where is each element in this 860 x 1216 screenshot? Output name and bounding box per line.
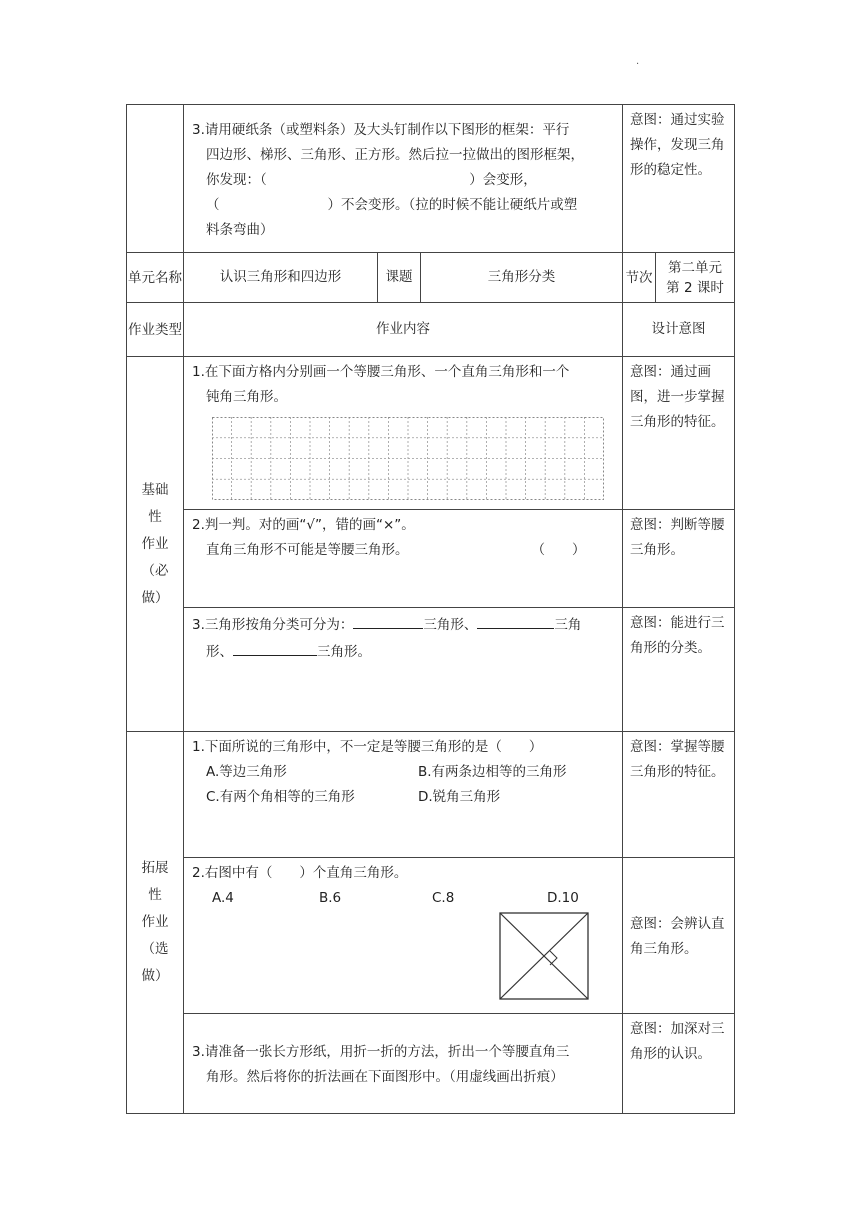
intent-text: 意图：判断等腰三角形。 (630, 517, 725, 558)
question-text: 你发现：（ ）会变形， (206, 172, 537, 188)
question-text: 1.在下面方格内分别画一个等腰三角形、一个直角三角形和一个 (192, 364, 570, 380)
intent-text: 意图：掌握等腰三角形的特征。 (630, 739, 725, 780)
section-unit: 第二单元 (668, 259, 722, 276)
question-text: 3.请用硬纸条（或塑料条）及大头钉制作以下图形的框架：平行 (192, 122, 570, 138)
intent-text: 意图：加深对三角形的认识。 (630, 1021, 725, 1062)
page-mark: . (636, 56, 640, 67)
type-label: 做） (141, 968, 169, 984)
intent-text: 意图：通过实验操作，发现三角形的稳定性。 (630, 112, 725, 178)
section-value (656, 253, 735, 303)
basic-q1-cell (184, 357, 623, 510)
homework-table (126, 104, 735, 1114)
type-label: 性 (148, 508, 162, 525)
question-text: 2.右图中有（ ）个直角三角形。 (192, 865, 408, 881)
column-header-row (127, 303, 735, 357)
question-text: 2.判一判。对的画“√”，错的画“×”。 (192, 517, 415, 533)
option-d[interactable]: D.锐角三角形 (418, 789, 501, 805)
basic-q3-intent-cell (623, 608, 735, 732)
question-text: 三角形。 (317, 644, 371, 660)
question-text: 料条弯曲） (206, 222, 274, 238)
question-text: 3.三角形按角分类可分为： (192, 617, 354, 633)
answer-blank[interactable] (477, 611, 554, 629)
answer-blank[interactable] (353, 611, 423, 629)
basic-q3-row (127, 608, 735, 732)
question-text: （ ）不会变形。（拉的时候不能让硬纸片或塑 (206, 197, 578, 213)
question-text: 1.下面所说的三角形中，不一定是等腰三角形的是（ ） (192, 739, 543, 755)
type-label: （必 (141, 562, 169, 579)
section-lesson: 第 2 课时 (666, 279, 724, 296)
question-text: 钝角三角形。 (206, 389, 287, 405)
basic-q1-intent-cell (623, 357, 735, 510)
basic-q2-row (127, 510, 735, 608)
basic-q1-row (127, 357, 735, 510)
question-text (192, 638, 618, 665)
intent-text: 意图：能进行三角形的分类。 (630, 615, 725, 656)
option-c[interactable]: C.8 (432, 890, 455, 906)
answer-parentheses[interactable]: （ ） (531, 542, 586, 558)
type-label: 性 (148, 887, 162, 903)
option-b[interactable]: B.有两条边相等的三角形 (418, 764, 567, 780)
statement-text: 直角三角形不可能是等腰三角形。 (206, 542, 409, 558)
topic-label: 课题 (378, 253, 421, 303)
question-text (192, 611, 618, 638)
type-label: （选 (141, 941, 169, 957)
question-text: 四边形、梯形、三角形、正方形。然后拉一拉做出的图形框架， (206, 147, 584, 163)
unit-name: 认识三角形和四边形 (184, 253, 378, 303)
continued-question-cell (184, 105, 623, 253)
drawing-grid[interactable] (212, 417, 604, 500)
option-b[interactable]: B.6 (319, 890, 342, 906)
option-d[interactable]: D.10 (547, 890, 579, 906)
type-label: 拓展 (141, 860, 169, 876)
question-text: 形、 (206, 644, 233, 660)
options-row (192, 785, 618, 810)
continued-intent-cell (623, 105, 735, 253)
unit-header-row (127, 253, 735, 303)
type-label: 作业 (141, 535, 169, 552)
basic-type-cell (127, 357, 184, 732)
extend-q1-intent-cell (623, 732, 735, 858)
basic-q2-cell (184, 510, 623, 608)
options-row (192, 760, 618, 785)
option-a[interactable]: A.4 (212, 890, 234, 906)
topic-name: 三角形分类 (421, 253, 623, 303)
extend-q2-cell (184, 858, 623, 1014)
option-a[interactable]: A.等边三角形 (206, 764, 287, 780)
extend-q2-intent-cell (623, 858, 735, 1014)
extend-q3-intent-cell (623, 1014, 735, 1114)
statement-line (192, 538, 618, 563)
basic-q2-intent-cell (623, 510, 735, 608)
extend-q1-row (127, 732, 735, 858)
intent-text: 意图：通过画图，进一步掌握三角形的特征。 (630, 364, 725, 430)
option-c[interactable]: C.有两个角相等的三角形 (206, 789, 355, 805)
type-label: 做） (141, 589, 169, 606)
extend-q3-row (127, 1014, 735, 1114)
intent-header: 设计意图 (623, 303, 735, 357)
type-label: 基础 (141, 481, 169, 498)
intent-text: 意图：会辨认直角三角形。 (630, 916, 725, 957)
question-text: 三角形、 (423, 617, 478, 633)
extend-q2-row (127, 858, 735, 1014)
square-diagonals-figure (499, 912, 591, 1002)
continued-type-cell (127, 105, 184, 253)
content-header: 作业内容 (184, 303, 623, 357)
extend-q1-cell (184, 732, 623, 858)
options-row (192, 886, 618, 911)
basic-q3-cell (184, 608, 623, 732)
question-text: 3.请准备一张长方形纸，用折一折的方法，折出一个等腰直角三 (192, 1044, 570, 1060)
question-text: 角形。然后将你的折法画在下面图形中。（用虚线画出折痕） (206, 1069, 564, 1085)
type-header: 作业类型 (127, 303, 184, 357)
extend-type-cell (127, 732, 184, 1114)
answer-blank[interactable] (233, 638, 317, 656)
section-label: 节次 (623, 253, 656, 303)
unit-name-label: 单元名称 (127, 253, 184, 303)
type-label: 作业 (141, 914, 169, 930)
question-text: 三角 (554, 617, 582, 633)
continued-row (127, 105, 735, 253)
extend-q3-cell (184, 1014, 623, 1114)
